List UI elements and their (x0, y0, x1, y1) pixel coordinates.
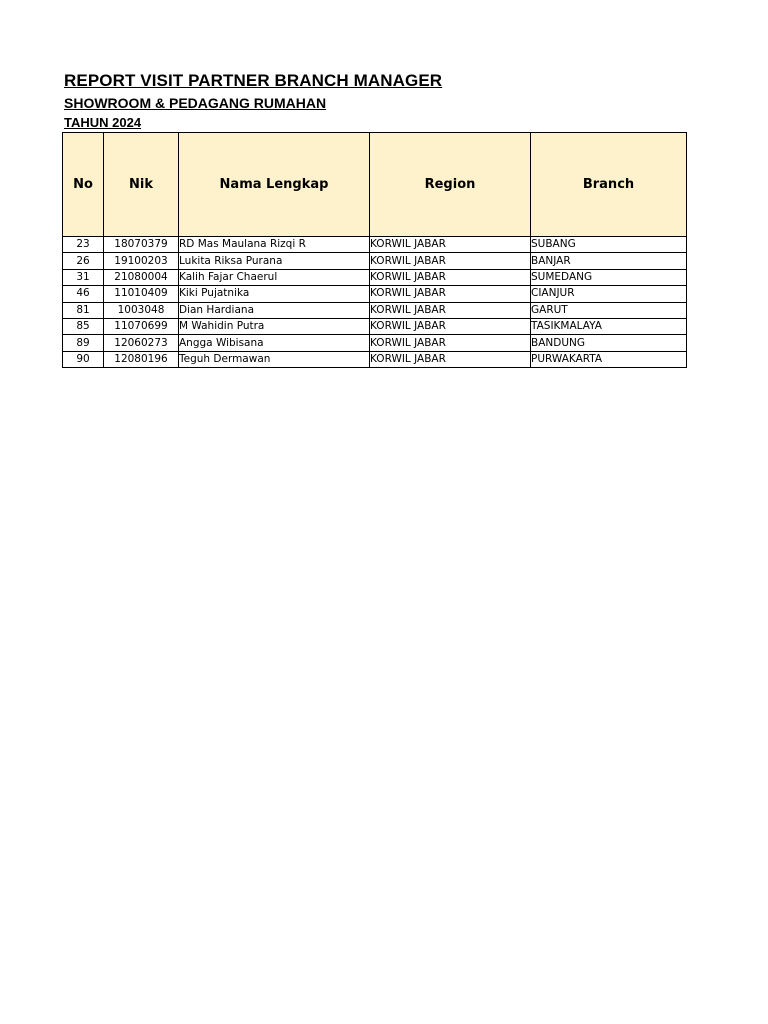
report-year: TAHUN 2024 (64, 115, 142, 130)
cell-name: RD Mas Maulana Rizqi R (179, 237, 370, 253)
cell-nik: 1003048 (104, 302, 179, 318)
column-header-region: Region (370, 133, 531, 237)
report-subtitle: SHOWROOM & PEDAGANG RUMAHAN (64, 95, 327, 111)
cell-no: 81 (63, 302, 104, 318)
cell-region: KORWIL JABAR (370, 269, 531, 285)
cell-name: Kiki Pujatnika (179, 286, 370, 302)
visit-report-table (62, 132, 687, 368)
cell-branch: SUBANG (531, 237, 687, 253)
cell-branch: BANDUNG (531, 335, 687, 351)
cell-region: KORWIL JABAR (370, 253, 531, 269)
cell-no: 90 (63, 351, 104, 367)
column-header-branch: Branch (531, 133, 687, 237)
cell-nik: 11070699 (104, 318, 179, 334)
table-row (63, 302, 687, 318)
cell-no: 26 (63, 253, 104, 269)
cell-branch: SUMEDANG (531, 269, 687, 285)
cell-nik: 19100203 (104, 253, 179, 269)
cell-name: Lukita Riksa Purana (179, 253, 370, 269)
cell-region: KORWIL JABAR (370, 237, 531, 253)
column-header-nik: Nik (104, 133, 179, 237)
cell-branch: TASIKMALAYA (531, 318, 687, 334)
cell-region: KORWIL JABAR (370, 302, 531, 318)
cell-name: Dian Hardiana (179, 302, 370, 318)
cell-branch: PURWAKARTA (531, 351, 687, 367)
report-title: REPORT VISIT PARTNER BRANCH MANAGER (64, 71, 443, 90)
cell-nik: 12080196 (104, 351, 179, 367)
table-row (63, 318, 687, 334)
table-header-row (63, 133, 687, 237)
cell-nik: 12060273 (104, 335, 179, 351)
cell-nik: 18070379 (104, 237, 179, 253)
column-header-no: No (63, 133, 104, 237)
cell-no: 85 (63, 318, 104, 334)
cell-name: Kalih Fajar Chaerul (179, 269, 370, 285)
cell-no: 23 (63, 237, 104, 253)
cell-branch: BANJAR (531, 253, 687, 269)
table-row (63, 335, 687, 351)
cell-no: 46 (63, 286, 104, 302)
table-row (63, 237, 687, 253)
cell-name: Angga Wibisana (179, 335, 370, 351)
cell-no: 31 (63, 269, 104, 285)
table-row (63, 253, 687, 269)
table-row (63, 286, 687, 302)
table-row (63, 269, 687, 285)
table-row (63, 351, 687, 367)
cell-region: KORWIL JABAR (370, 286, 531, 302)
cell-name: M Wahidin Putra (179, 318, 370, 334)
cell-nik: 11010409 (104, 286, 179, 302)
cell-nik: 21080004 (104, 269, 179, 285)
cell-region: KORWIL JABAR (370, 335, 531, 351)
cell-region: KORWIL JABAR (370, 351, 531, 367)
cell-no: 89 (63, 335, 104, 351)
cell-branch: GARUT (531, 302, 687, 318)
cell-name: Teguh Dermawan (179, 351, 370, 367)
cell-region: KORWIL JABAR (370, 318, 531, 334)
column-header-name: Nama Lengkap (179, 133, 370, 237)
cell-branch: CIANJUR (531, 286, 687, 302)
